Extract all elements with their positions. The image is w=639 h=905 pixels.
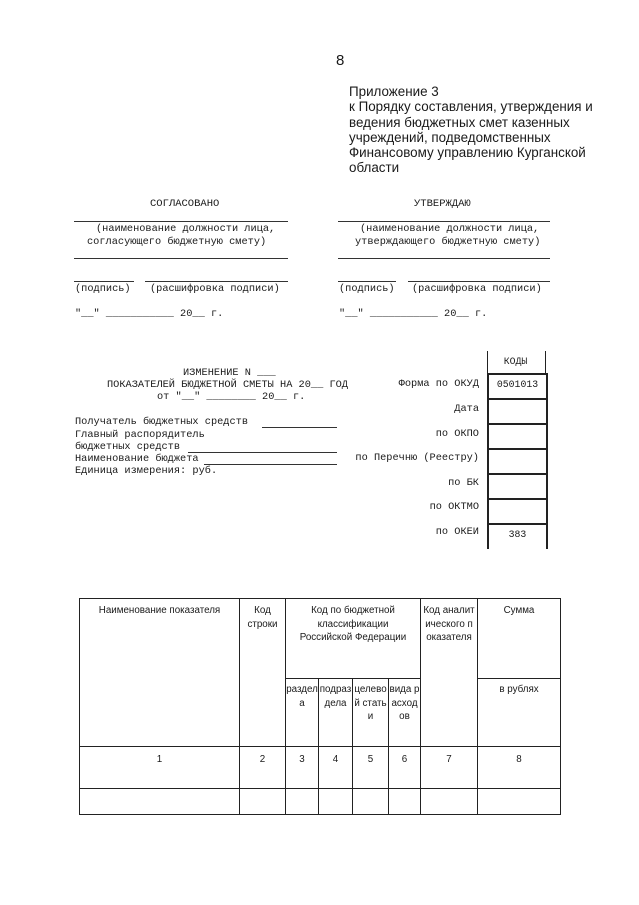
manager-label-2: бюджетных средств bbox=[75, 441, 181, 453]
approved-decode-caption: (расшифровка подписи) bbox=[412, 283, 542, 295]
table-row bbox=[80, 789, 561, 815]
code-value-okud: 0501013 bbox=[496, 379, 539, 390]
indicators-table bbox=[79, 598, 561, 815]
col-header-line-code: Код строки bbox=[240, 599, 286, 747]
change-title: ПОКАЗАТЕЛЕЙ БЮДЖЕТНОЙ СМЕТЫ НА 20__ ГОД bbox=[107, 379, 348, 391]
approved-heading: УТВЕРЖДАЮ bbox=[414, 198, 471, 210]
col-number-7: 7 bbox=[421, 747, 478, 789]
approved-date-line: "__" ___________ 20__ г. bbox=[339, 308, 488, 320]
budget-label: Наименование бюджета bbox=[75, 453, 199, 465]
budget-line bbox=[204, 464, 337, 465]
col-header-sum: Сумма bbox=[478, 599, 561, 679]
code-cell-bk bbox=[487, 473, 548, 498]
subheader-razdel: раздела bbox=[286, 679, 319, 747]
approved-position-line-2 bbox=[338, 258, 550, 259]
change-date: от "__" ________ 20__ г. bbox=[157, 391, 306, 403]
approved-position-caption-2: утверждающего бюджетную смету) bbox=[355, 236, 541, 248]
agreed-decode-line bbox=[145, 281, 288, 282]
code-label-registry: по Перечню (Реестру) bbox=[355, 452, 479, 464]
col-header-name: Наименование показателя bbox=[80, 599, 240, 747]
agreed-heading: СОГЛАСОВАНО bbox=[150, 198, 220, 210]
col-number-2: 2 bbox=[240, 747, 286, 789]
appendix-title: Приложение 3 bbox=[349, 84, 439, 99]
agreed-position-caption-2: согласующего бюджетную смету) bbox=[87, 236, 267, 248]
code-cell-registry bbox=[487, 448, 548, 473]
subheader-rubles: в рублях bbox=[478, 679, 561, 747]
code-label-date: Дата bbox=[454, 403, 479, 415]
subheader-target: целевой статьи bbox=[353, 679, 389, 747]
code-label-bk: по БК bbox=[448, 477, 479, 489]
recipient-line bbox=[262, 427, 337, 428]
approved-sign-caption: (подпись) bbox=[339, 283, 395, 295]
code-label-okud: Форма по ОКУД bbox=[398, 378, 479, 390]
table-number-row bbox=[80, 747, 561, 789]
approved-decode-line bbox=[408, 281, 550, 282]
agreed-date-line: "__" ___________ 20__ г. bbox=[75, 308, 224, 320]
approved-position-caption-1: (наименование должности лица, bbox=[360, 223, 540, 235]
page-number: 8 bbox=[336, 52, 345, 69]
agreed-position-line-2 bbox=[74, 258, 288, 259]
code-label-oktmo: по ОКТМО bbox=[429, 501, 479, 513]
col-number-3: 3 bbox=[286, 747, 319, 789]
appendix-header bbox=[349, 84, 609, 176]
col-number-4: 4 bbox=[319, 747, 353, 789]
agreed-position-caption-1: (наименование должности лица, bbox=[96, 223, 276, 235]
col-number-5: 5 bbox=[353, 747, 389, 789]
agreed-decode-caption: (расшифровка подписи) bbox=[150, 283, 280, 295]
code-cell-okud bbox=[487, 373, 548, 398]
agreed-sign-line bbox=[74, 281, 134, 282]
col-header-analytic: Код аналитического показателя bbox=[421, 599, 478, 747]
col-number-8: 8 bbox=[478, 747, 561, 789]
code-cell-date bbox=[487, 398, 548, 423]
appendix-text: к Порядку составления, утверждения и ведения бюджетных смет казенных учреждений, подведомственных Финансовому управлению Курганской области bbox=[349, 99, 593, 176]
col-number-6: 6 bbox=[389, 747, 421, 789]
recipient-label: Получатель бюджетных средств bbox=[75, 416, 249, 428]
code-cell-okei bbox=[487, 523, 548, 549]
code-value-okei: 383 bbox=[508, 529, 527, 540]
approved-sign-line bbox=[338, 281, 396, 282]
change-number: ИЗМЕНЕНИЕ N ___ bbox=[183, 367, 276, 379]
code-cell-okpo bbox=[487, 423, 548, 448]
agreed-sign-caption: (подпись) bbox=[75, 283, 131, 295]
col-header-bk: Код по бюджетной классификации Российской Федерации bbox=[286, 599, 421, 679]
manager-line bbox=[188, 452, 337, 453]
codes-header-border-left bbox=[487, 351, 488, 373]
codes-header-cell bbox=[487, 351, 544, 373]
col-number-1: 1 bbox=[80, 747, 240, 789]
codes-header: КОДЫ bbox=[503, 356, 528, 367]
code-label-okpo: по ОКПО bbox=[435, 428, 479, 440]
subheader-podrazdel: подраздела bbox=[319, 679, 353, 747]
codes-header-border-right bbox=[545, 351, 546, 373]
code-cell-oktmo bbox=[487, 498, 548, 523]
manager-label-1: Главный распорядитель bbox=[75, 429, 205, 441]
unit-label: Единица измерения: руб. bbox=[75, 465, 218, 477]
agreed-position-line bbox=[74, 221, 288, 222]
code-label-okei: по ОКЕИ bbox=[435, 526, 479, 538]
approved-position-line bbox=[338, 221, 550, 222]
subheader-expense-type: вида расходов bbox=[389, 679, 421, 747]
